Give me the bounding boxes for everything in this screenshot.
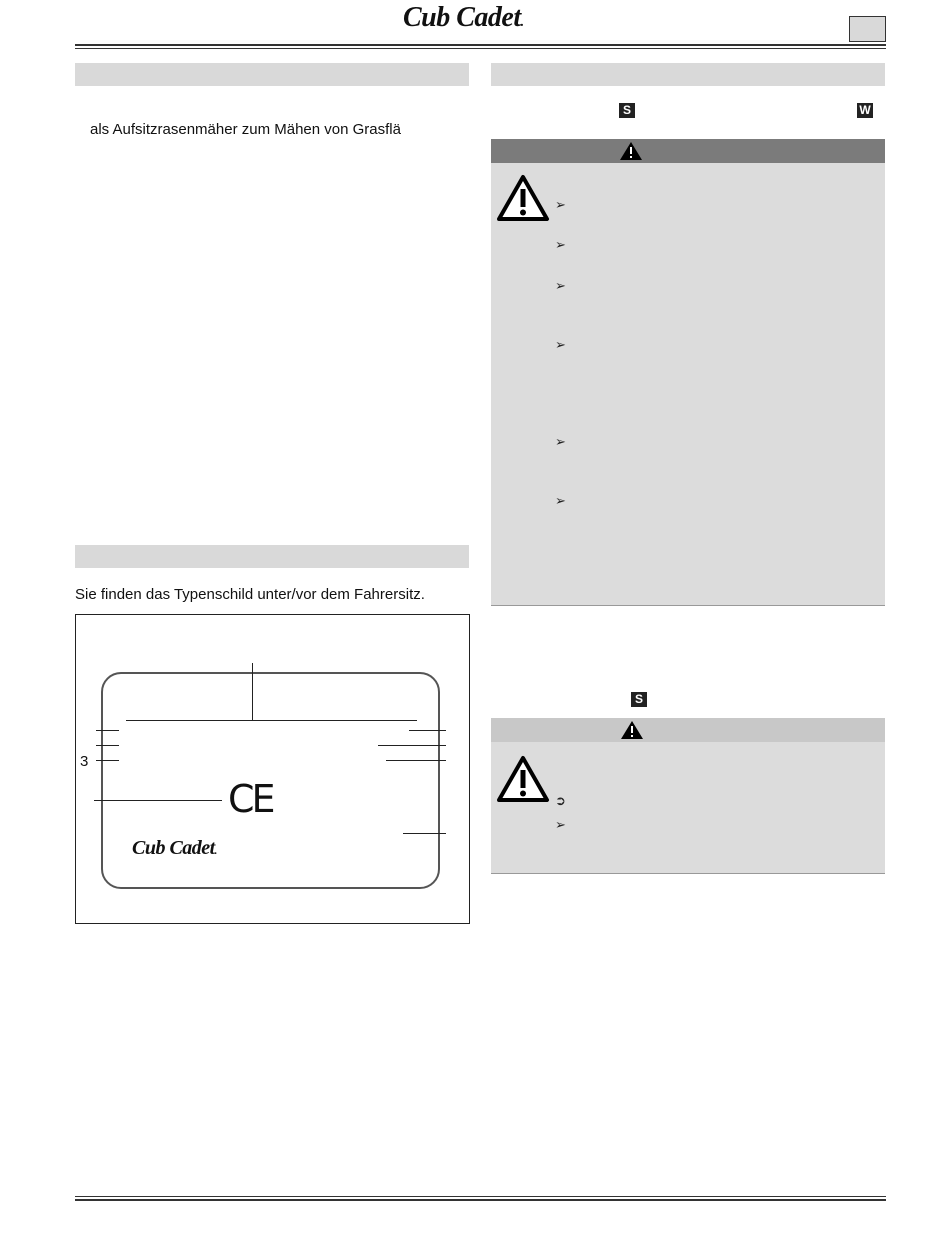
callout-line-top-left	[126, 720, 252, 721]
callout-line-ce	[94, 800, 222, 801]
warning-triangle-large-icon	[496, 174, 550, 222]
right-section-bar	[491, 63, 885, 86]
warning-triangle-icon	[620, 720, 644, 740]
nameplate-location-text: Sie finden das Typenschild unter/vor dem Fahrersitz.	[75, 586, 425, 603]
warning-body-2	[491, 742, 885, 874]
action-arrow-icon: ➲	[555, 794, 566, 809]
callout-tick-right-1	[409, 730, 446, 731]
badge-s: S	[619, 103, 635, 118]
callout-tick-left-2	[96, 745, 119, 746]
callout-tick-left-1	[96, 730, 119, 731]
warning-body-1	[491, 163, 885, 606]
warning-triangle-icon	[619, 141, 643, 161]
callout-tick-right-2	[378, 745, 446, 746]
intro-text: als Aufsitzrasenmäher zum Mähen von Grasflä	[90, 121, 401, 138]
nameplate-brand-dot: .	[214, 846, 217, 857]
left-section-bar-1	[75, 63, 469, 86]
bullet-arrow-icon: ➢	[555, 817, 566, 832]
header-rule-bottom	[75, 48, 886, 49]
warning-header-2	[491, 718, 885, 742]
nameplate-brand-logo	[132, 837, 217, 860]
nameplate-figure	[75, 614, 470, 924]
warning-triangle-large-icon	[496, 755, 550, 803]
nameplate-brand-text: Cub Cadet	[132, 837, 215, 859]
header-brand-text: Cub Cadet	[403, 2, 521, 33]
bullet-arrow-icon: ➢	[555, 337, 566, 352]
bullet-arrow-icon: ➢	[555, 278, 566, 293]
callout-tick-left-3	[96, 760, 119, 761]
bullet-arrow-icon: ➢	[555, 197, 566, 212]
bullet-arrow-icon: ➢	[555, 237, 566, 252]
callout-tick-right-4	[403, 833, 446, 834]
header-rule-top	[75, 44, 886, 46]
bullet-arrow-icon: ➢	[555, 493, 566, 508]
badge-s-2: S	[631, 692, 647, 707]
warning-header-1	[491, 139, 885, 163]
badge-w: W	[857, 103, 873, 118]
page-marker-box	[849, 16, 886, 42]
header-brand-dot: .	[520, 15, 524, 30]
ce-mark: CE	[228, 777, 273, 821]
callout-vertical-line	[252, 663, 253, 721]
left-section-bar-2	[75, 545, 469, 568]
nameplate-label-3: 3	[80, 753, 89, 770]
footer-rule-top	[75, 1196, 886, 1197]
header-brand-logo	[403, 2, 524, 34]
callout-line-top-right	[252, 720, 417, 721]
footer-rule-bottom	[75, 1199, 886, 1201]
bullet-arrow-icon: ➢	[555, 434, 566, 449]
callout-tick-right-3	[386, 760, 446, 761]
